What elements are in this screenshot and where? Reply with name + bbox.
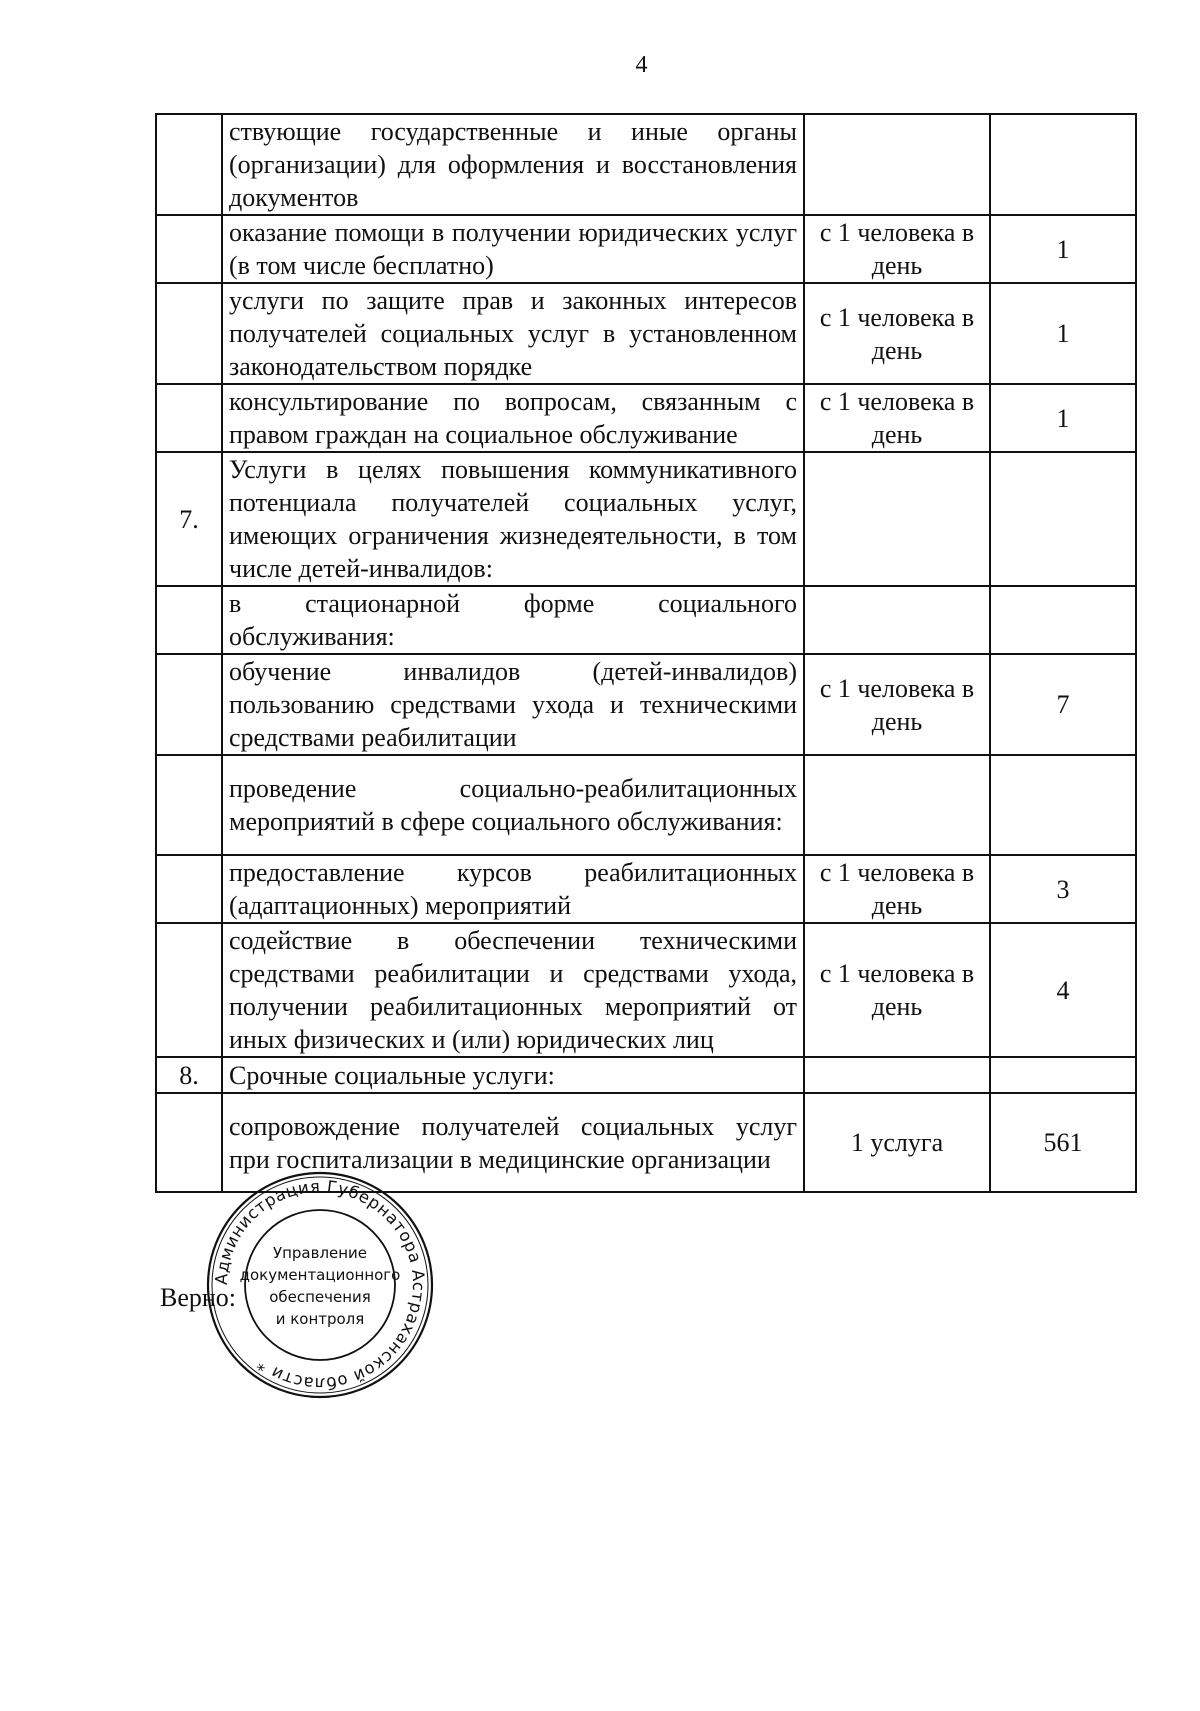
row-number — [156, 215, 222, 283]
service-description: услуги по защите прав и законных интересов получателей социальных услуг в установленном законодательством порядке — [222, 283, 804, 384]
service-description: содействие в обеспечении техническими средствами реабилитации и средствами ухода, получении реабилитационных мероприятий от иных физических и (или) юридических лиц — [222, 923, 804, 1057]
stamp-line-3: обеспечения — [269, 1288, 371, 1306]
table-row — [156, 283, 1136, 384]
table-row — [156, 384, 1136, 452]
unit-of-measure — [804, 755, 990, 855]
service-description: оказание помощи в получении юридических услуг (в том числе бесплатно) — [222, 215, 804, 283]
service-volume: 1 — [990, 283, 1136, 384]
service-volume — [990, 755, 1136, 855]
row-number: 8. — [156, 1057, 222, 1093]
services-table — [155, 113, 1137, 1193]
row-number: 7. — [156, 452, 222, 586]
service-volume: 1 — [990, 215, 1136, 283]
verno-label: Верно: — [160, 1283, 237, 1312]
table-row — [156, 855, 1136, 923]
service-description: проведение социально-реабилитационных мероприятий в сфере социального обслуживания: — [222, 755, 804, 855]
table-row — [156, 215, 1136, 283]
unit-of-measure — [804, 114, 990, 215]
service-description: обучение инвалидов (детей-инвалидов) пользованию средствами ухода и техническими средствами реабилитации — [222, 654, 804, 755]
row-number — [156, 755, 222, 855]
stamp-ring-text-path: Администрация Губернатора Астраханской области * — [211, 1176, 429, 1394]
service-volume: 561 — [990, 1093, 1136, 1192]
row-number — [156, 654, 222, 755]
service-volume: 4 — [990, 923, 1136, 1057]
table-row — [156, 452, 1136, 586]
service-volume — [990, 452, 1136, 586]
unit-of-measure — [804, 1057, 990, 1093]
row-number — [156, 283, 222, 384]
service-volume: 3 — [990, 855, 1136, 923]
page-number: 4 — [635, 52, 648, 78]
service-description: Услуги в целях повышения коммуникативного потенциала получателей социальных услуг, имеющих ограничения жизнедеятельности, в том числе детей-инвалидов: — [222, 452, 804, 586]
table-row — [156, 586, 1136, 654]
service-volume — [990, 586, 1136, 654]
service-volume: 1 — [990, 384, 1136, 452]
stamp-line-2: документационного — [239, 1266, 401, 1284]
table-row — [156, 1057, 1136, 1093]
service-description: ствующие государственные и иные органы (организации) для оформления и восстановления документов — [222, 114, 804, 215]
stamp-outer-ring — [208, 1173, 432, 1397]
unit-of-measure: с 1 человека в день — [804, 283, 990, 384]
unit-of-measure — [804, 586, 990, 654]
service-description: предоставление курсов реабилитационных (адаптационных) мероприятий — [222, 855, 804, 923]
unit-of-measure: с 1 человека в день — [804, 215, 990, 283]
table-row — [156, 755, 1136, 855]
row-number — [156, 114, 222, 215]
service-description: консультирование по вопросам, связанным с правом граждан на социальное обслуживание — [222, 384, 804, 452]
row-number — [156, 855, 222, 923]
table-row — [156, 654, 1136, 755]
unit-of-measure: с 1 человека в день — [804, 855, 990, 923]
unit-of-measure: с 1 человека в день — [804, 923, 990, 1057]
stamp-line-1: Управление — [272, 1244, 368, 1262]
official-stamp — [205, 1170, 435, 1400]
stamp-line-4: и контроля — [275, 1310, 365, 1328]
service-volume — [990, 1057, 1136, 1093]
row-number — [156, 923, 222, 1057]
unit-of-measure: с 1 человека в день — [804, 654, 990, 755]
service-description: в стационарной форме социального обслуживания: — [222, 586, 804, 654]
service-description: сопровождение получателей социальных услуг при госпитализации в медицинские организации — [222, 1093, 804, 1192]
unit-of-measure: с 1 человека в день — [804, 384, 990, 452]
unit-of-measure: 1 услуга — [804, 1093, 990, 1192]
service-volume: 7 — [990, 654, 1136, 755]
table-row — [156, 114, 1136, 215]
row-number — [156, 586, 222, 654]
unit-of-measure — [804, 452, 990, 586]
service-description: Срочные социальные услуги: — [222, 1057, 804, 1093]
service-volume — [990, 114, 1136, 215]
stamp-inner-ring — [245, 1210, 395, 1360]
table-row — [156, 923, 1136, 1057]
row-number — [156, 384, 222, 452]
